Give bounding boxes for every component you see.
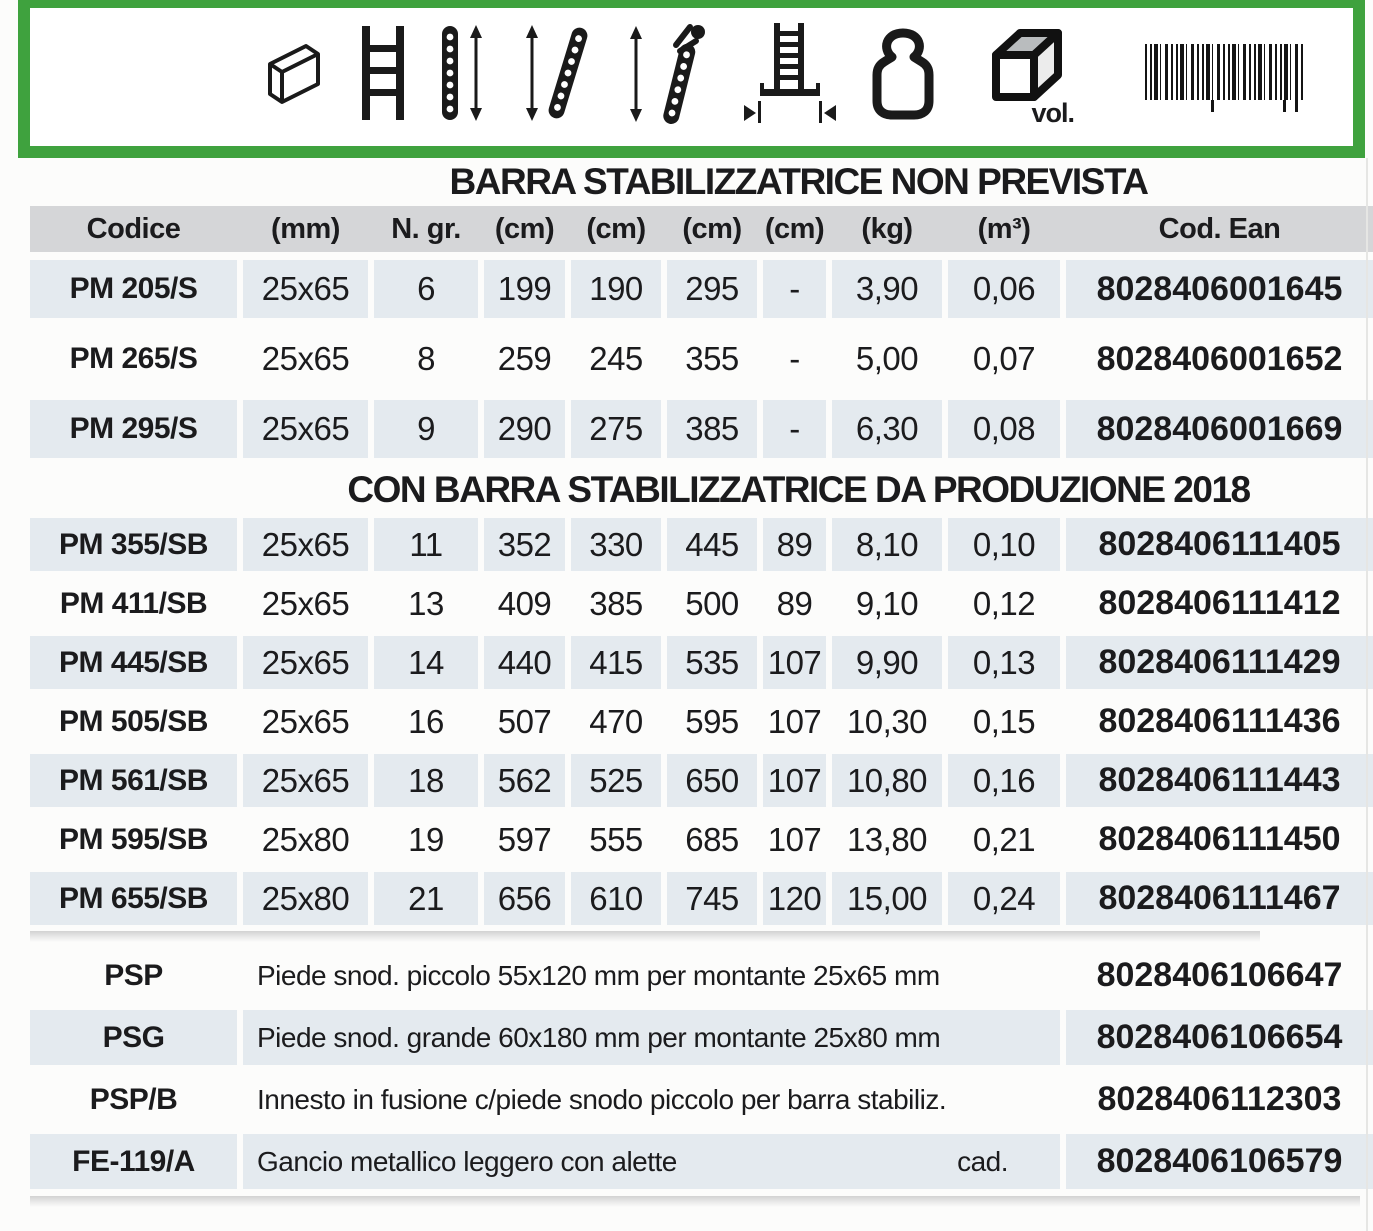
cell-ean: 8028406111467 [1066,872,1373,925]
cell-ean: 8028406111405 [1066,518,1373,571]
col-header-width-cm: (cm) [764,212,825,245]
accessory-row [30,1072,1373,1127]
cell-profile-mm: 25x65 [243,754,368,807]
cell-rungs: 14 [374,636,478,689]
cell-closed-cm: 656 [484,872,565,925]
cell-weight-kg: 9,90 [832,636,942,689]
cell-weight-kg: 3,90 [832,260,942,318]
cell-ean: 8028406112303 [1097,1080,1342,1118]
cell-rungs: 19 [408,820,444,858]
cell-working-cm: 650 [667,754,757,807]
section-title-2: CON BARRA STABILIZZATRICE DA PRODUZIONE 2018 [347,469,1250,510]
volume-label: vol. [1031,98,1074,128]
cell-codice: PM 561/SB [30,754,237,807]
scan-shadow-bottom [30,1196,1360,1207]
cell-rungs: 8 [417,340,435,377]
cell-extended-cm: 555 [589,820,643,858]
cell-ean: 8028406111450 [1098,820,1341,858]
page-fold-line [1366,158,1368,1231]
cell-profile-mm: 25x80 [243,872,368,925]
cell-closed-cm: 259 [497,340,552,377]
cell-profile-mm: 25x80 [261,820,350,858]
cell-weight-kg: 10,30 [846,702,928,740]
cell-extended-cm: 275 [571,400,661,458]
cell-rungs: 6 [374,260,478,318]
cell-codice: PM 655/SB [30,872,237,925]
cell-profile-mm: 25x65 [261,702,350,740]
cell-volume-m3: 0,13 [948,636,1060,689]
accessories-body [0,948,1373,1189]
cell-ean: 8028406001669 [1066,400,1373,458]
cell-profile-mm: 25x65 [243,636,368,689]
cell-working-cm: 685 [685,820,739,858]
cell-rungs: 13 [408,584,444,622]
cell-closed-cm: 562 [484,754,565,807]
cell-ean: 8028406106654 [1066,1010,1373,1065]
cell-description [243,1010,1060,1065]
cell-codice: PM 265/S [69,342,198,375]
accessory-row [30,1134,1373,1189]
cell-extended-cm: 385 [589,584,643,622]
cell-working-cm: 355 [685,340,739,377]
cell-codice: PM 355/SB [30,518,237,571]
cell-width-cm: 107 [767,702,822,740]
cell-codice: PSG [30,1010,237,1065]
cell-volume-m3: 0,21 [972,820,1036,858]
table-row [30,695,1373,748]
cell-width-cm: 107 [763,636,826,689]
table-header [30,206,1373,252]
legend-icons [248,8,1074,138]
cell-profile-mm: 25x65 [261,340,350,377]
col-header-mm: (mm) [271,212,340,245]
cell-closed-cm: 440 [484,636,565,689]
col-header-working-cm: (cm) [682,212,742,245]
working-height-icon [624,21,716,125]
col-header-ean: Cod. Ean [1158,212,1281,245]
cell-profile-mm: 25x65 [243,518,368,571]
table-row [30,518,1373,571]
extended-length-icon [518,22,598,124]
weight-icon [864,25,942,121]
cell-weight-kg: 5,00 [855,340,919,377]
cell-rungs: 16 [408,702,444,740]
cell-ean: 8028406111429 [1066,636,1373,689]
cell-ean: 8028406001652 [1096,339,1343,378]
accessory-row [30,948,1373,1003]
table-body-section-1 [0,260,1373,458]
table-body-section-2 [0,518,1373,925]
cell-volume-m3: 0,15 [972,702,1036,740]
cell-volume-m3: 0,10 [948,518,1060,571]
stabilizer-width-icon [742,21,838,125]
closed-length-icon [438,22,492,124]
cell-weight-kg: 15,00 [832,872,942,925]
col-header-m3: (m³) [977,212,1031,245]
cell-profile-mm: 25x65 [261,584,350,622]
cell-extended-cm: 190 [571,260,661,318]
ean-barcode-icon [1145,44,1303,100]
cell-codice: FE-119/A [30,1134,237,1189]
cell-width-cm: - [763,260,826,318]
cell-working-cm: 385 [667,400,757,458]
cell-closed-cm: 507 [497,702,552,740]
table-row [30,577,1373,630]
accessory-description: Piede snod. grande 60x180 mm per montante 25x80 mm [257,1021,941,1053]
accessory-description: Gancio metallico leggero con alette [257,1145,677,1177]
cell-closed-cm: 290 [484,400,565,458]
table-row [30,813,1373,866]
col-header-rungs: N. gr. [391,212,461,245]
cell-description [243,948,1060,1003]
volume-cube-icon [968,25,1074,128]
cell-profile-mm: 25x65 [243,260,368,318]
table-row [30,636,1373,689]
cell-weight-kg: 13,80 [846,820,928,858]
cell-volume-m3: 0,24 [948,872,1060,925]
cell-codice: PM 595/SB [59,822,208,856]
cell-width-cm: 120 [763,872,826,925]
cell-weight-kg: 9,10 [855,584,919,622]
table-row [30,260,1373,318]
ladder-rungs-icon [354,23,412,123]
accessory-row [30,1010,1373,1065]
cell-codice: PM 205/S [30,260,237,318]
table-row [30,330,1373,388]
cell-extended-cm: 470 [589,702,643,740]
legend-strip [0,0,1373,152]
cell-extended-cm: 245 [589,340,643,377]
cell-ean: 8028406001645 [1066,260,1373,318]
cell-closed-cm: 597 [497,820,552,858]
cell-width-cm: 89 [776,584,813,622]
cell-codice: PM 411/SB [59,586,208,620]
cell-volume-m3: 0,12 [972,584,1036,622]
cell-codice: PM 445/SB [30,636,237,689]
cell-description [243,1134,1060,1189]
cell-ean: 8028406111443 [1066,754,1373,807]
cell-width-cm: - [789,340,800,377]
col-header-kg: (kg) [861,212,913,245]
col-header-codice: Codice [86,212,181,245]
cell-weight-kg: 10,80 [832,754,942,807]
cell-working-cm: 535 [667,636,757,689]
cell-closed-cm: 352 [484,518,565,571]
col-header-extended-cm: (cm) [586,212,646,245]
section-title-1: BARRA STABILIZZATRICE NON PREVISTA [449,161,1148,202]
cell-extended-cm: 610 [571,872,661,925]
cell-working-cm: 445 [667,518,757,571]
cell-codice: PM 295/S [30,400,237,458]
accessory-unit: cad. [957,1145,1008,1177]
cell-weight-kg: 8,10 [832,518,942,571]
cell-width-cm: 107 [763,754,826,807]
table-row [30,872,1373,925]
cell-ean: 8028406106579 [1066,1134,1373,1189]
cell-extended-cm: 415 [571,636,661,689]
cell-volume-m3: 0,16 [948,754,1060,807]
cell-working-cm: 595 [685,702,739,740]
table-row [30,754,1373,807]
cell-closed-cm: 199 [484,260,565,318]
cell-description [243,1072,1060,1127]
cell-rungs: 18 [374,754,478,807]
cell-closed-cm: 409 [497,584,552,622]
cell-working-cm: 295 [667,260,757,318]
cell-codice: PM 505/SB [59,704,208,738]
cell-working-cm: 745 [667,872,757,925]
cell-width-cm: 107 [767,820,822,858]
cell-rungs: 9 [374,400,478,458]
accessory-description: Innesto in fusione c/piede snodo piccolo per barra stabiliz. [257,1083,947,1115]
scan-shadow-divider [30,931,1260,942]
cell-working-cm: 500 [685,584,739,622]
cell-profile-mm: 25x65 [243,400,368,458]
cell-ean: 8028406111412 [1098,584,1341,622]
table-row [30,400,1373,458]
cell-width-cm: 89 [763,518,826,571]
cell-ean: 8028406106647 [1096,956,1343,994]
cell-extended-cm: 330 [571,518,661,571]
cell-volume-m3: 0,07 [972,340,1036,377]
cell-ean: 8028406111436 [1098,702,1341,740]
cell-width-cm: - [763,400,826,458]
accessory-description: Piede snod. piccolo 55x120 mm per montante 25x65 mm [257,959,940,991]
cell-codice: PSP/B [89,1082,178,1116]
cell-volume-m3: 0,08 [948,400,1060,458]
cell-codice: PSP [104,958,163,992]
cell-volume-m3: 0,06 [948,260,1060,318]
cell-weight-kg: 6,30 [832,400,942,458]
cell-rungs: 11 [374,518,478,571]
col-header-closed-cm: (cm) [494,212,555,245]
cell-extended-cm: 525 [571,754,661,807]
cell-rungs: 21 [374,872,478,925]
profile-section-icon [248,32,328,114]
